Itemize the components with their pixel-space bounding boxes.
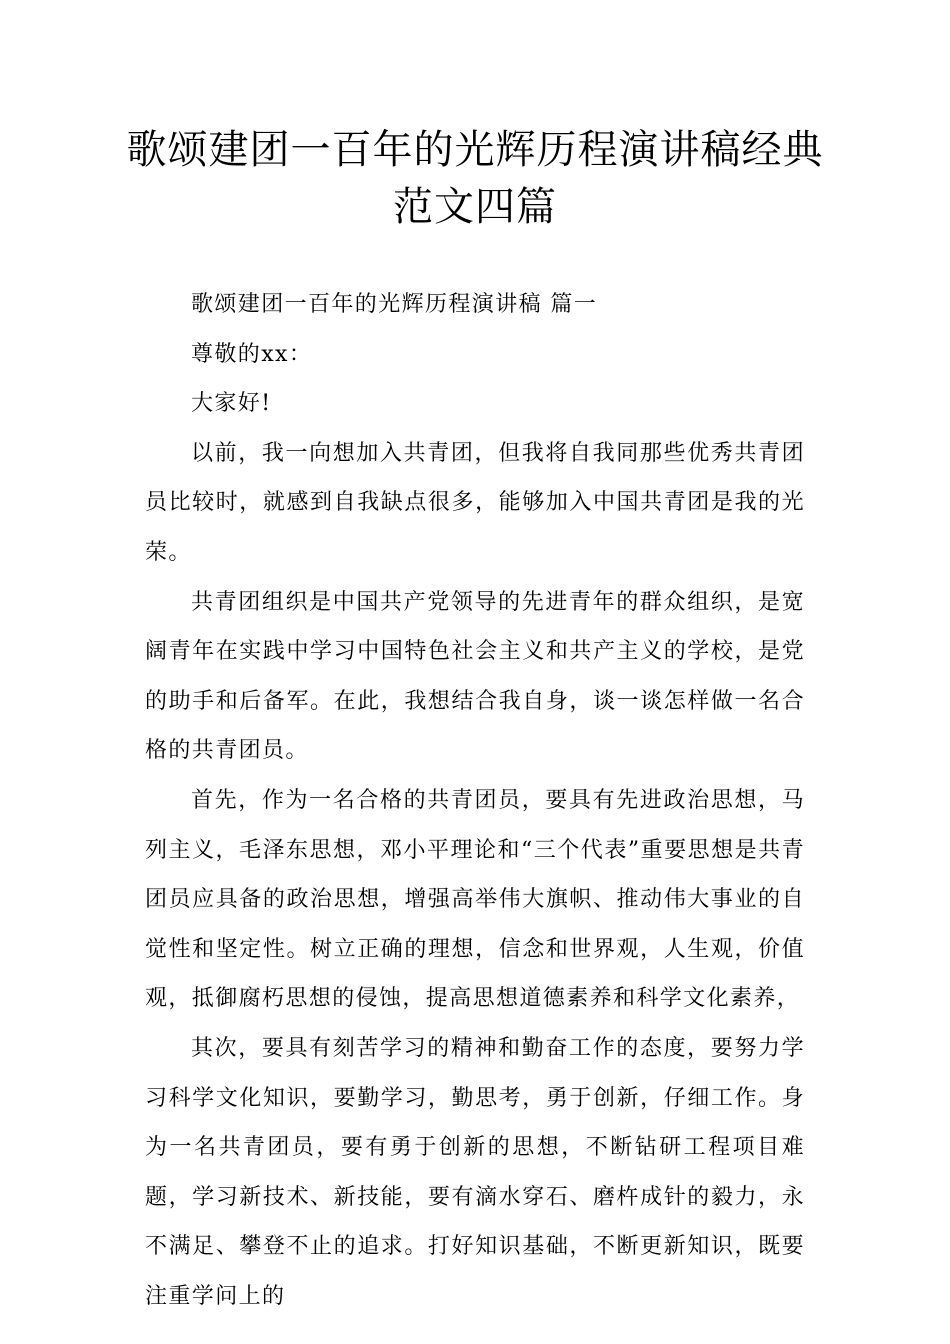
title-line-1: 歌颂建团一百年的光辉历程演讲稿经典 <box>126 127 824 173</box>
paragraph: 以前，我一向想加入共青团，但我将自我同那些优秀共青团员比较时，就感到自我缺点很多，能够加入中国共青团是我的光荣。 <box>145 440 805 565</box>
document-body <box>145 280 805 1321</box>
document-title <box>100 122 850 236</box>
paragraph: 共青团组织是中国共产党领导的先进青年的群众组织，是宽阔青年在实践中学习中国特色社会主义和共产主义的学校，是党的助手和后备军。在此，我想结合我自身，谈一谈怎样做一名合格的共青团员。 <box>145 589 805 764</box>
greeting: 大家好! <box>191 391 272 417</box>
paragraph: 首先，作为一名合格的共青团员，要具有先进政治思想，马列主义，毛泽东思想，邓小平理论和“三个代表”重要思想是共青团员应具备的政治思想，增强高举伟大旗帜、推动伟大事业的自觉性和坚定性。树立正确的理想，信念和世界观，人生观，价值观，抵御腐朽思想的侵蚀，提高思想道德素养和科学文化素养， <box>145 787 805 1012</box>
section-heading: 歌颂建团一百年的光辉历程演讲稿 篇一 <box>191 292 598 317</box>
paragraph: 其次，要具有刻苦学习的精神和勤奋工作的态度，要努力学习科学文化知识，要勤学习，勤思考，勇于创新，仔细工作。身为一名共青团员，要有勇于创新的思想，不断钻研工程项目难题，学习新技术、新技能，要有滴水穿石、磨杵成针的毅力，永不满足、攀登不止的追求。打好知识基础，不断更新知识，既要注重学问上的 <box>145 1035 805 1309</box>
title-line-2: 范文四篇 <box>393 184 557 230</box>
salutation: 尊敬的xx： <box>191 341 313 367</box>
